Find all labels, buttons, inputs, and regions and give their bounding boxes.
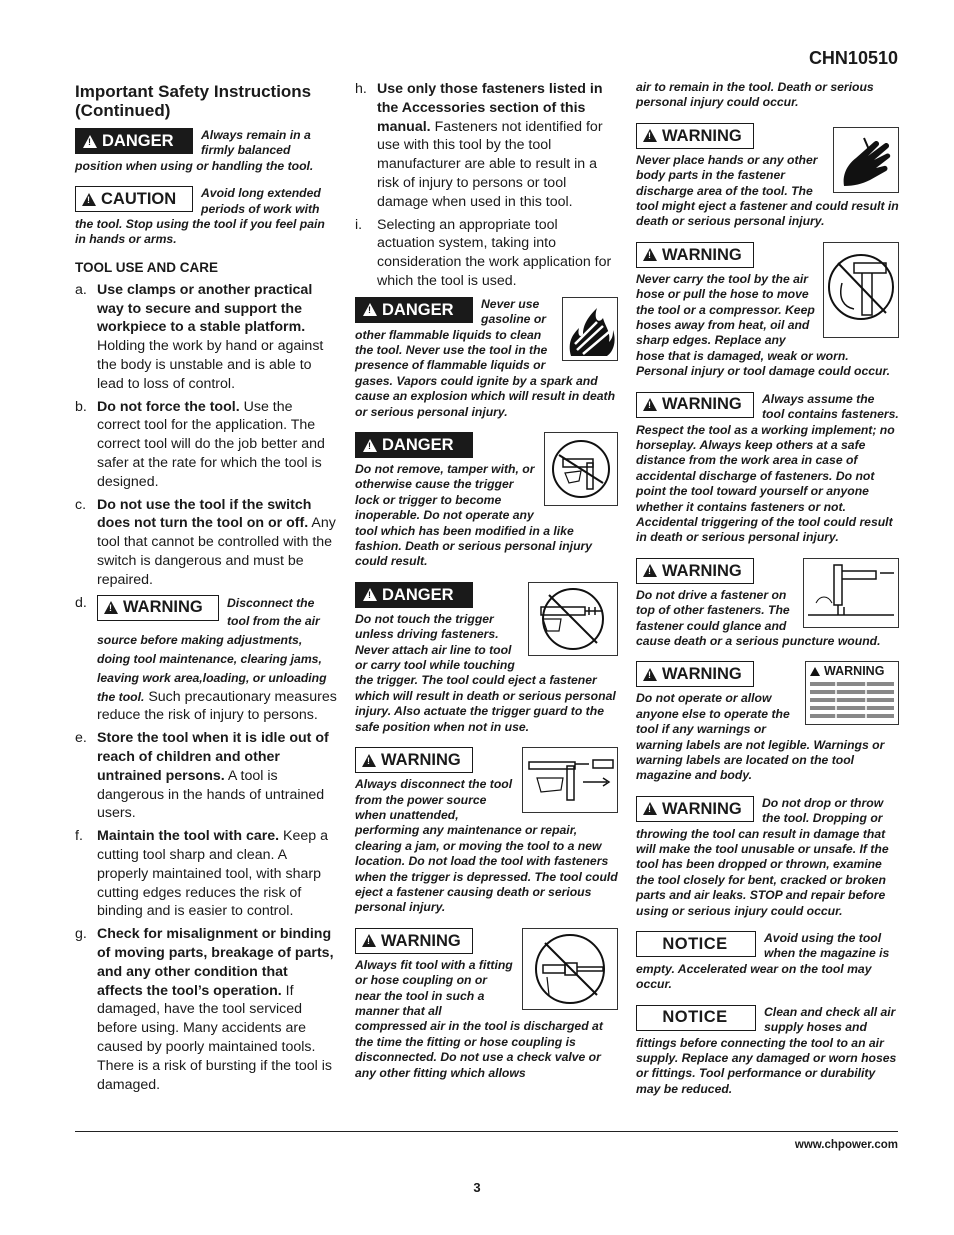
list-item: a. Use clamps or another practical way to secure and support the workpiece to a stable platform. Holding the work by hand or against the body is unstable and is able to lead to loss of control. (75, 281, 324, 392)
section-title: Important Safety Instructions (Continued) (75, 82, 312, 120)
warning-badge: ! WARNING (355, 928, 473, 954)
danger-badge: ! DANGER (355, 432, 473, 458)
hand-hazard-icon (833, 127, 899, 193)
no-check-valve-icon (522, 928, 618, 1010)
list-item: d. ! WARNING Disconnect the tool from the air source before making adjustments, doing tool maintenance, clearing jams, leaving work area,loading, or unloading the tool. Such precautionary measures reduce the risk of injury to persons. (75, 594, 337, 726)
alert-triangle-icon (362, 754, 376, 767)
alert-triangle-icon (83, 135, 97, 148)
notice-badge: NOTICE (636, 1005, 756, 1031)
danger-notice (75, 128, 337, 174)
column-right (636, 80, 899, 1109)
warning-badge: ! WARNING (636, 558, 754, 584)
alert-triangle-icon (363, 303, 377, 316)
warning-disconnect-notice (355, 747, 618, 916)
list-item: f. Maintain the tool with care. Keep a cutting tool sharp and clean. A properly maintained tool, with sharp cutting edges reduces the risk of binding and is easier to control. (75, 828, 329, 920)
no-carry-by-hose-icon (823, 242, 899, 338)
danger-badge: ! DANGER (355, 582, 473, 608)
caution-text: Avoid long extended periods of work with the tool. Stop using the tool if you feel pain in hands or arms. (75, 186, 325, 247)
caution-notice (75, 186, 337, 248)
warning-badge: ! WARNING (636, 661, 754, 687)
disconnect-air-icon (522, 747, 618, 813)
warning-text: Always assume the tool contains fasteners. Respect the tool as a working implement; no horseplay. Always keep others at a safe distance from the work area in case of accidental discharge of fasteners. Do not point the tool toward yourself or anyone whether it contains fasteners or not. Accidental triggering of the tool could result in death or serious personal injury. (636, 391, 899, 545)
list-item: h. Use only those fasteners listed in the Accessories section of this manual. Fasteners not identified for use with this tool by the tool manufacturer are able to result in a risk of injury to persons or tool damage when used in this tool. (355, 81, 603, 210)
warning-text: Do not drop or throw the tool. Dropping or throwing the tool can result in damage that will make the tool unusable or unsafe. If the tool has been dropped or thrown, examine the tool closely for bent, cracked or broken parts and air leaks. STOP and repair before using or serious injury could occur. (636, 795, 889, 918)
warning-text: Never place hands or any other body parts in the fastener discharge area of the tool. The tool might eject a fastener and could result in death or serious personal injury. (636, 152, 899, 229)
trigger-lock-icon (544, 432, 618, 506)
warning-badge: ! WARNING (636, 242, 754, 268)
alert-triangle-icon (363, 588, 377, 601)
footer-url: www.chpower.com (794, 1139, 898, 1151)
warning-assume-loaded-notice (636, 392, 899, 546)
no-touch-trigger-icon (528, 582, 618, 656)
alert-triangle-icon (643, 564, 657, 577)
warning-badge: ! WARNING (636, 796, 754, 822)
warning-stacked-fastener-notice (636, 558, 899, 650)
alert-triangle-icon (643, 129, 657, 142)
subhead-tool-use: TOOL USE AND CARE (75, 259, 219, 275)
alert-triangle-icon (362, 934, 376, 947)
danger-text: Do not touch the trigger unless driving fasteners. Never attach air line to tool or carry tool while touching the trigger. The tool could eject a fastener which will result in death or serious personal injury. Also actuate the trigger guard to the safe position when not in use. (355, 611, 616, 734)
danger-text: Do not remove, tamper with, or otherwise cause the trigger lock or trigger to become inoperable. Do not operate any tool which has been modified in a like fashion. Death or serious personal injury could result. (355, 462, 593, 569)
column-left (75, 80, 337, 1098)
warning-labels-notice (636, 661, 899, 783)
danger-badge: ! DANGER (75, 128, 193, 154)
warning-badge: ! WARNING (636, 392, 754, 418)
list-item: b. Do not force the tool. Use the correct tool for the application. The correct tool will do the job better and safer at the rate for which the tool is designed. (75, 398, 325, 490)
notice-badge: NOTICE (636, 931, 756, 957)
danger-trigger-notice (355, 582, 618, 735)
tool-use-list (75, 281, 337, 1094)
stacked-fastener-icon (803, 558, 899, 628)
warning-fitting-notice (355, 928, 618, 1081)
danger-gasoline-notice (355, 297, 618, 420)
list-item: i. Selecting an appropriate tool actuation system, taking into consideration the work application for which the tool is used. (355, 216, 612, 289)
danger-trigger-lock-notice (355, 432, 618, 570)
column-middle (355, 80, 618, 1093)
alert-triangle-icon (643, 802, 657, 815)
continued-text: air to remain in the tool. Death or serious personal injury could occur. (636, 80, 874, 110)
warning-hands-notice (636, 123, 899, 230)
warning-drop-notice (636, 796, 899, 919)
list-item: c. Do not use the tool if the switch does not turn the tool on or off. Any tool that cannot be controlled with the switch is dangerous and must be repaired. (75, 496, 336, 588)
notice-hoses (636, 1005, 899, 1097)
footer-divider (75, 1131, 898, 1132)
warning-text: Always fit tool with a fitting or hose coupling on or near the tool in such a manner that all compressed air in the tool is discharged at the time the fitting or hose coupling is disconnected. Do not use a check valve or any other fitting which allows (355, 957, 603, 1080)
notice-text: Clean and check all air supply hoses and fittings before connecting the tool to an air supply. Replace any damaged or worn hoses or fittings. Tool performance or durability may be reduced. (636, 1004, 897, 1096)
warning-text: Do not operate or allow anyone else to operate the tool if any warnings or warning labels are not legible. Warnings or warning labels are located on the tool magazine and body. (636, 691, 885, 783)
caution-badge: ! CAUTION (75, 186, 193, 212)
warning-badge: ! WARNING (636, 123, 754, 149)
warning-text: Disconnect the tool from the air source before making adjustments, doing tool maintenance, clearing jams, leaving work area,loading, or unloading the tool. (97, 595, 327, 704)
warning-hose-notice (636, 242, 899, 380)
warning-text: Never carry the tool by the air hose or pull the hose to move the tool or a compressor. Keep hoses away from heat, oil and sharp edges. Replace any hose that is damaged, weak or worn. Personal injury or tool damage could occur. (636, 271, 890, 379)
notice-empty-magazine (636, 931, 899, 993)
warning-label-icon: WARNING (805, 661, 899, 725)
danger-text: Always remain in a firmly balanced position when using or handling the tool. (75, 128, 314, 173)
alert-triangle-icon (104, 601, 118, 614)
danger-badge: ! DANGER (355, 297, 473, 323)
warning-badge: ! WARNING (97, 595, 219, 621)
tool-use-list-cont (355, 80, 618, 291)
alert-triangle-icon (643, 248, 657, 261)
warning-badge: ! WARNING (355, 747, 473, 773)
list-item: e. Store the tool when it is idle out of reach of children and other untrained persons. A tool is dangerous in the hands of untrained users. (75, 730, 329, 822)
notice-text: Avoid using the tool when the magazine is empty. Accelerated wear on the tool may occur. (636, 931, 890, 992)
warning-text: Do not drive a fastener on top of other fasteners. The fastener could glance and cause death or a serious puncture wound. (636, 587, 881, 648)
page-number: 3 (473, 1180, 481, 1195)
model-number: CHN10510 (808, 48, 898, 68)
alert-triangle-icon (643, 668, 657, 681)
list-item: g. Check for misalignment or binding of moving parts, breakage of parts, and any other condition that affects the tool’s operation. If damaged, have the tool serviced before using. Many accidents are caused by poorly maintained tools. There is a risk of bursting if the tool is damaged. (75, 926, 334, 1093)
fire-icon (562, 297, 618, 361)
alert-triangle-icon (82, 193, 96, 206)
alert-triangle-icon (363, 439, 377, 452)
warning-text: Always disconnect the tool from the power source when unattended, performing any maintenance or repair, clearing a jam, or moving the tool to a new location. Do not load the tool with fasteners when the trigger is depressed. The tool could eject a fastener causing death or serious personal injury. (355, 777, 618, 915)
danger-text: Never use gasoline or other flammable liquids to clean the tool. Never use the tool in the presence of flammable liquids or gases. Vapors could ignite by a spark and cause an explosion which will result in death or serious personal injury. (355, 296, 616, 419)
alert-triangle-icon (643, 398, 657, 411)
